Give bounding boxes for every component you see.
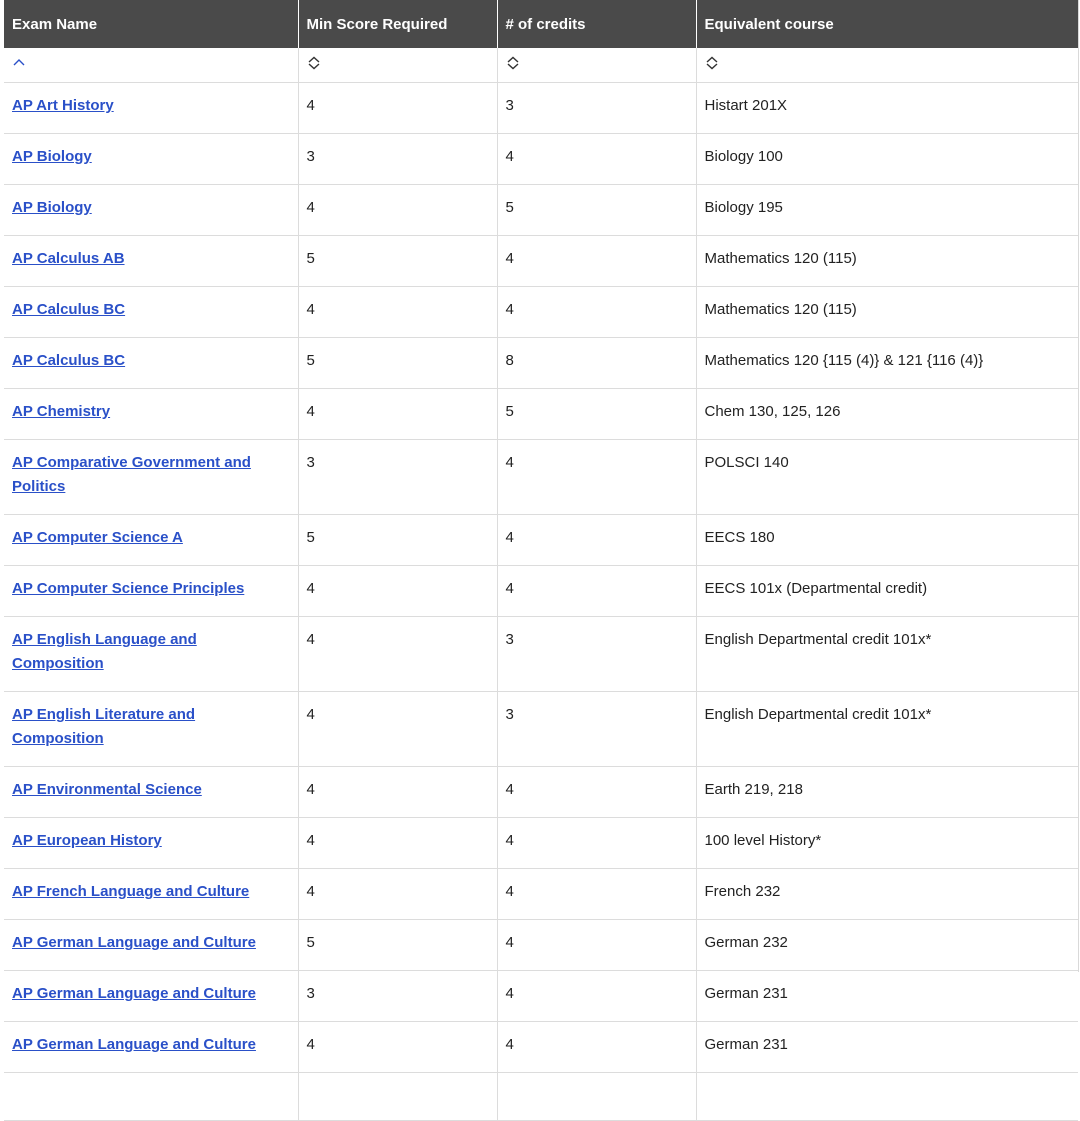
min-score-cell — [298, 971, 497, 1022]
min-score-cell — [298, 185, 497, 236]
equivalent-course-cell-value: English Departmental credit 101x* — [704, 706, 932, 723]
exam-name-cell — [4, 1073, 298, 1121]
credits-cell-value: 3 — [505, 706, 514, 723]
exam-name-cell — [4, 515, 298, 566]
credits-cell — [497, 236, 696, 287]
credits-cell — [497, 971, 696, 1022]
exam-name-link[interactable]: AP Biology — [12, 148, 92, 165]
table-row — [4, 818, 1078, 869]
min-score-cell-value: 4 — [306, 199, 315, 216]
exam-name-link[interactable]: AP European History — [12, 832, 162, 849]
sort-ascending-icon[interactable] — [12, 56, 26, 70]
table-row — [4, 971, 1078, 1022]
table-row — [4, 767, 1078, 818]
sort-both-icon[interactable] — [307, 56, 321, 70]
equivalent-course-cell-value: Mathematics 120 (115) — [704, 250, 857, 267]
equivalent-course-cell-value: Earth 219, 218 — [704, 781, 803, 798]
credits-cell — [497, 818, 696, 869]
equivalent-course-cell — [696, 185, 1078, 236]
exam-name-cell — [4, 389, 298, 440]
min-score-cell-value: 5 — [306, 352, 315, 369]
exam-name-cell — [4, 869, 298, 920]
equivalent-course-cell — [696, 920, 1078, 971]
equivalent-course-cell — [696, 1073, 1078, 1121]
exam-name-link[interactable]: AP Biology — [12, 199, 92, 216]
credits-cell — [497, 134, 696, 185]
credits-cell — [497, 692, 696, 767]
min-score-cell-value: 4 — [306, 580, 315, 597]
credits-cell-value: 4 — [505, 250, 514, 267]
table-row — [4, 566, 1078, 617]
column-header-min-score[interactable]: Min Score Required — [298, 0, 497, 48]
equivalent-course-cell — [696, 338, 1078, 389]
exam-name-cell — [4, 818, 298, 869]
exam-name-link[interactable]: AP German Language and Culture — [12, 1036, 256, 1053]
min-score-cell — [298, 83, 497, 134]
exam-name-cell — [4, 134, 298, 185]
equivalent-course-cell-value: French 232 — [704, 883, 781, 900]
equivalent-course-cell — [696, 767, 1078, 818]
credits-cell — [497, 566, 696, 617]
exam-name-cell — [4, 185, 298, 236]
table-row — [4, 338, 1078, 389]
exam-name-link[interactable]: AP German Language and Culture — [12, 985, 256, 1002]
min-score-cell — [298, 920, 497, 971]
credits-cell-value: 4 — [505, 985, 514, 1002]
credits-cell-value: 4 — [505, 1036, 514, 1053]
exam-name-cell — [4, 617, 298, 692]
exam-name-cell — [4, 692, 298, 767]
credits-cell-value: 5 — [505, 403, 514, 420]
min-score-cell-value: 5 — [306, 250, 315, 267]
exam-name-link[interactable]: AP Comparative Government and Politics — [12, 454, 251, 495]
credits-cell-value: 4 — [505, 301, 514, 318]
equivalent-course-cell — [696, 515, 1078, 566]
exam-name-cell — [4, 1022, 298, 1073]
sort-cell-equivalent-course — [696, 48, 1078, 83]
table-row — [4, 83, 1078, 134]
min-score-cell-value: 4 — [306, 631, 315, 648]
min-score-cell — [298, 440, 497, 515]
exam-name-link[interactable]: AP Calculus BC — [12, 301, 126, 318]
equivalent-course-cell — [696, 818, 1078, 869]
table-row — [4, 1073, 1078, 1121]
column-header-credits[interactable]: # of credits — [497, 0, 696, 48]
exam-name-cell — [4, 236, 298, 287]
table-row — [4, 134, 1078, 185]
table-body — [4, 83, 1078, 1121]
credits-cell-value: 8 — [505, 352, 514, 369]
credits-cell-value: 4 — [505, 529, 514, 546]
exam-name-link[interactable]: AP Environmental Science — [12, 781, 202, 798]
min-score-cell — [298, 515, 497, 566]
sort-both-icon[interactable] — [506, 56, 520, 70]
equivalent-course-cell — [696, 134, 1078, 185]
credits-cell-value: 3 — [505, 97, 514, 114]
equivalent-course-cell — [696, 83, 1078, 134]
credits-cell — [497, 1073, 696, 1121]
equivalent-course-cell — [696, 440, 1078, 515]
sort-cell-exam-name — [4, 48, 298, 83]
sort-both-icon[interactable] — [705, 56, 719, 70]
table-row — [4, 287, 1078, 338]
exam-name-link[interactable]: AP Computer Science A — [12, 529, 183, 546]
min-score-cell — [298, 869, 497, 920]
equivalent-course-cell — [696, 692, 1078, 767]
table-row — [4, 440, 1078, 515]
credits-cell — [497, 440, 696, 515]
equivalent-course-cell-value: Biology 100 — [704, 148, 783, 165]
exam-name-cell — [4, 920, 298, 971]
min-score-cell-value: 4 — [306, 301, 315, 318]
table-row — [4, 920, 1078, 971]
credits-cell — [497, 83, 696, 134]
exam-name-link[interactable]: AP French Language and Culture — [12, 883, 250, 900]
equivalent-course-cell — [696, 617, 1078, 692]
min-score-cell-value: 3 — [306, 148, 315, 165]
min-score-cell-value: 5 — [306, 529, 315, 546]
credits-cell-value: 3 — [505, 631, 514, 648]
min-score-cell — [298, 236, 497, 287]
credits-cell-value: 4 — [505, 832, 514, 849]
min-score-cell-value: 3 — [306, 454, 315, 471]
equivalent-course-cell-value: Mathematics 120 {115 (4)} & 121 {116 (4)} — [704, 352, 984, 369]
min-score-cell-value: 4 — [306, 883, 315, 900]
credits-cell-value: 5 — [505, 199, 514, 216]
credits-cell — [497, 767, 696, 818]
table-row — [4, 1022, 1078, 1073]
equivalent-course-cell — [696, 236, 1078, 287]
table-row — [4, 389, 1078, 440]
column-header-exam-name[interactable]: Exam Name — [4, 0, 298, 48]
credits-cell-value: 4 — [505, 580, 514, 597]
min-score-cell-value: 4 — [306, 781, 315, 798]
table-row — [4, 869, 1078, 920]
min-score-cell-value: 3 — [306, 985, 315, 1002]
credits-cell — [497, 515, 696, 566]
exam-name-cell — [4, 971, 298, 1022]
exam-name-link[interactable]: AP Calculus AB — [12, 250, 125, 267]
column-header-equivalent-course[interactable]: Equivalent course — [696, 0, 1078, 48]
sort-cell-min-score — [298, 48, 497, 83]
min-score-cell — [298, 338, 497, 389]
exam-name-cell — [4, 767, 298, 818]
table-header-row — [4, 0, 1078, 48]
credits-cell-value: 4 — [505, 934, 514, 951]
credits-cell-value: 4 — [505, 883, 514, 900]
equivalent-course-cell — [696, 971, 1078, 1022]
equivalent-course-cell — [696, 869, 1078, 920]
equivalent-course-cell-value: Biology 195 — [704, 199, 783, 216]
min-score-cell-value: 5 — [306, 934, 315, 951]
exam-name-cell — [4, 566, 298, 617]
equivalent-course-cell-value: Mathematics 120 (115) — [704, 301, 857, 318]
min-score-cell — [298, 287, 497, 338]
exam-name-cell — [4, 338, 298, 389]
min-score-cell-value: 4 — [306, 403, 315, 420]
credits-cell — [497, 869, 696, 920]
exam-name-cell — [4, 83, 298, 134]
exam-name-cell — [4, 440, 298, 515]
equivalent-course-cell-value: German 231 — [704, 985, 788, 1002]
min-score-cell-value: 4 — [306, 1036, 315, 1053]
min-score-cell — [298, 617, 497, 692]
sort-cell-credits — [497, 48, 696, 83]
min-score-cell — [298, 692, 497, 767]
exam-credit-table — [4, 0, 1078, 1121]
min-score-cell — [298, 818, 497, 869]
equivalent-course-cell — [696, 287, 1078, 338]
table-row — [4, 617, 1078, 692]
equivalent-course-cell-value: German 231 — [704, 1036, 788, 1053]
credits-cell-value: 4 — [505, 454, 514, 471]
min-score-cell — [298, 767, 497, 818]
equivalent-course-cell-value: Chem 130, 125, 126 — [704, 403, 841, 420]
exam-name-link[interactable]: AP English Literature and Composition — [12, 706, 196, 747]
exam-name-link[interactable]: AP Calculus BC — [12, 352, 126, 369]
credits-cell-value: 4 — [505, 148, 514, 165]
equivalent-course-cell — [696, 566, 1078, 617]
min-score-cell-value: 4 — [306, 97, 315, 114]
table-row — [4, 692, 1078, 767]
exam-table-container — [4, 0, 1079, 1053]
equivalent-course-cell — [696, 1022, 1078, 1073]
credits-cell — [497, 617, 696, 692]
min-score-cell — [298, 1022, 497, 1073]
exam-name-link[interactable]: AP Chemistry — [12, 403, 111, 420]
equivalent-course-cell — [696, 389, 1078, 440]
min-score-cell — [298, 389, 497, 440]
min-score-cell-value: 4 — [306, 832, 315, 849]
table-row — [4, 185, 1078, 236]
equivalent-course-cell-value: EECS 101x (Departmental credit) — [704, 580, 928, 597]
min-score-cell — [298, 1073, 497, 1121]
exam-name-link[interactable]: AP Computer Science Principles — [12, 580, 245, 597]
credits-cell — [497, 920, 696, 971]
credits-cell — [497, 389, 696, 440]
min-score-cell — [298, 566, 497, 617]
table-row — [4, 236, 1078, 287]
credits-cell — [497, 287, 696, 338]
equivalent-course-cell-value: POLSCI 140 — [704, 454, 789, 471]
table-row — [4, 515, 1078, 566]
min-score-cell-value: 4 — [306, 706, 315, 723]
equivalent-course-cell-value: 100 level History* — [704, 832, 822, 849]
equivalent-course-cell-value: Histart 201X — [704, 97, 788, 114]
equivalent-course-cell-value: English Departmental credit 101x* — [704, 631, 932, 648]
credits-cell — [497, 1022, 696, 1073]
credits-cell — [497, 338, 696, 389]
min-score-cell — [298, 134, 497, 185]
credits-cell-value: 4 — [505, 781, 514, 798]
exam-name-link[interactable]: AP English Language and Composition — [12, 631, 197, 672]
exam-name-link[interactable]: AP German Language and Culture — [12, 934, 256, 951]
equivalent-course-cell-value: German 232 — [704, 934, 788, 951]
sort-controls-row — [4, 48, 1078, 83]
exam-name-link[interactable]: AP Art History — [12, 97, 114, 114]
equivalent-course-cell-value: EECS 180 — [704, 529, 775, 546]
exam-name-cell — [4, 287, 298, 338]
credits-cell — [497, 185, 696, 236]
